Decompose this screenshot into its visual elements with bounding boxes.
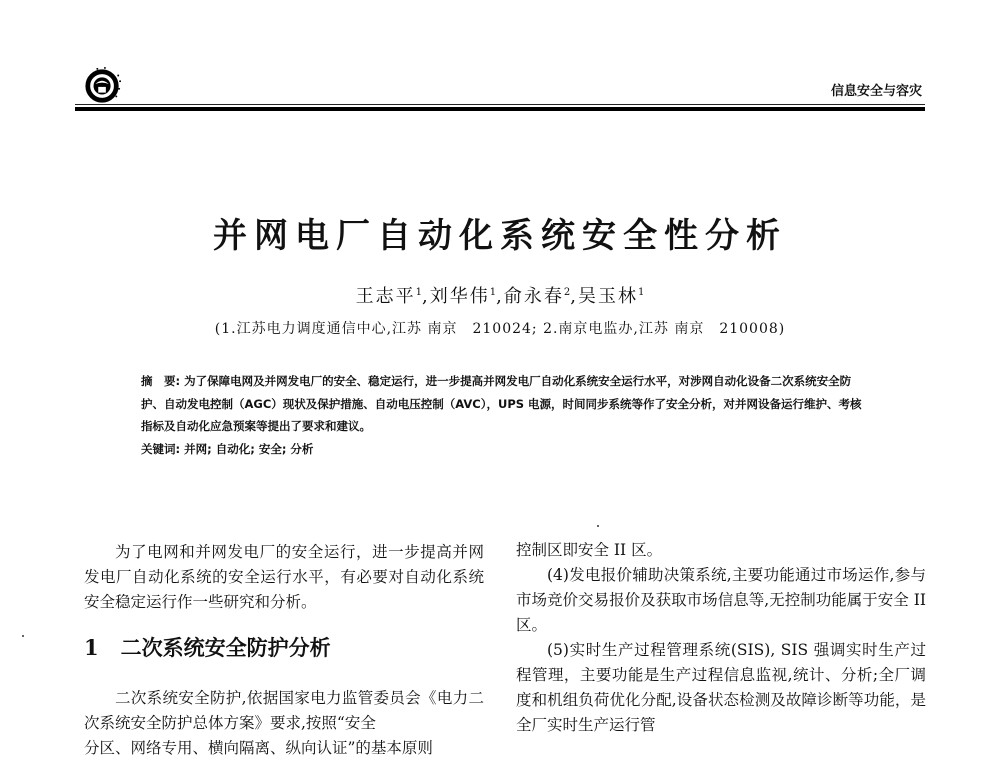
- affiliations: (1.江苏电力调度通信中心,江苏 南京 210024; 2.南京电监办,江苏 南京 210008): [214, 321, 786, 337]
- abstract: [141, 370, 871, 438]
- section-heading: [84, 635, 484, 660]
- author-affiliation-mark: 1: [637, 287, 645, 298]
- author-affiliation-mark: 1: [415, 287, 423, 298]
- keywords-label: 关键词:: [141, 441, 181, 456]
- abstract-text: 为了保障电网及并网发电厂的安全、稳定运行，进一步提高并网发电厂自动化系统安全运行水平，对涉网自动化设备二次系统安全防护、自动发电控制（AGC）现状及保护措施、自动电压控制（AVC），UPS 电源，时间同步系统等作了安全分析，对并网设备运行维护、考核指标及自动化应急预案等提出了要求和建议。: [141, 374, 862, 433]
- keywords: [141, 438, 871, 461]
- section-tag: 信息安全与容灾: [830, 84, 922, 99]
- left-column: [84, 540, 484, 757]
- scan-speck: [22, 635, 24, 637]
- body-paragraph: 二次系统安全防护,依据国家电力监管委员会《电力二次系统安全防护总体方案》要求,按照“安全: [84, 689, 484, 732]
- keywords-text: 并网; 自动化; 安全; 分析: [184, 441, 314, 456]
- section-number: 1: [84, 635, 99, 660]
- body-paragraph: 控制区即安全 II 区。: [516, 541, 663, 559]
- cutoff-line: 分区、网络专用、横向隔离、纵向认证”的基本原则: [84, 739, 433, 757]
- right-column: [516, 538, 926, 738]
- paper-title: 并网电厂自动化系统安全性分析: [213, 216, 787, 256]
- list-item-4: (4)发电报价辅助决策系统,主要功能通过市场运作,参与市场竞价交易报价及获取市场信息等,无控制功能属于安全 II 区。: [516, 566, 926, 634]
- author-affiliation-mark: 1: [489, 287, 497, 298]
- intro-paragraph: 为了电网和并网发电厂的安全运行，进一步提高并网发电厂自动化系统的安全运行水平，有必要对自动化系统安全稳定运行作一些研究和分析。: [84, 543, 484, 611]
- scan-speck: [597, 525, 599, 527]
- author-list: 王志平$^1$,刘华伟$^1$,俞永春$^2$,吴玉林$^1$: [355, 286, 645, 307]
- abstract-label: 摘 要:: [141, 374, 181, 388]
- abstract-block: [141, 370, 871, 460]
- header-rule-thin: [75, 104, 925, 105]
- section-title: 二次系统安全防护分析: [120, 635, 331, 660]
- author-name: 刘华伟: [429, 286, 490, 307]
- journal-emblem-icon: [84, 66, 122, 104]
- author-name: 王志平: [355, 286, 416, 307]
- author-affiliation-mark: 2: [563, 287, 571, 298]
- list-item-5: (5)实时生产过程管理系统(SIS), SIS 强调实时生产过程管理，主要功能是生产过程信息监视,统计、分析;全厂调度和机组负荷优化分配,设备状态检测及故障诊断等功能，是全厂实时生产运行管: [516, 641, 926, 734]
- header-rule-thick: [75, 107, 925, 111]
- author-name: 俞永春: [503, 286, 564, 307]
- author-name: 吴玉林: [577, 286, 638, 307]
